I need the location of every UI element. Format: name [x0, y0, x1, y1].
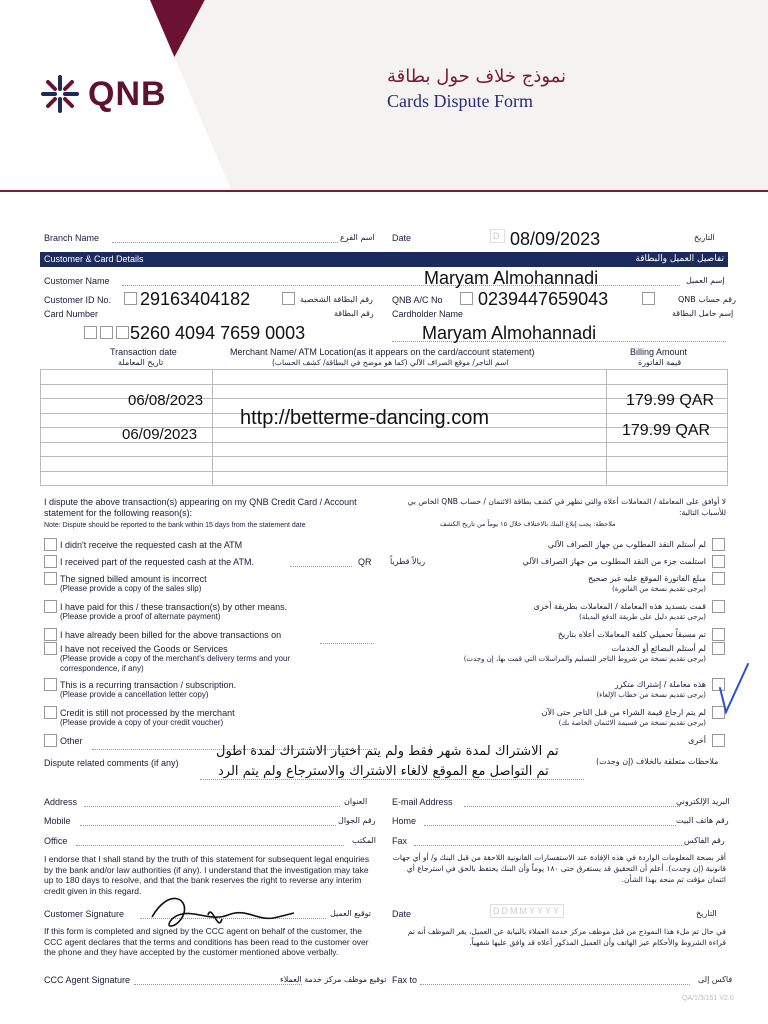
reason-label-ar: لم يتم ارجاع قيمة الشراء من قبل التاجر حتى الآن — [541, 708, 706, 717]
customer-name-value[interactable]: Maryam Almohannadi — [424, 268, 599, 288]
reason-hint-ar: (يرجى تقديم دليل على طريقة الدفع البديلة) — [579, 613, 706, 621]
customer-name-label-ar: إسم العميل — [686, 276, 725, 285]
reason-checkbox[interactable] — [44, 678, 57, 691]
reason-checkbox-ar[interactable] — [712, 642, 725, 655]
billing-amount[interactable]: 179.99 QAR — [626, 392, 715, 409]
reason-label: I have not received the Goods or Services — [60, 644, 228, 654]
customer-signature-label-ar: توقيع العميل — [330, 909, 372, 918]
comment-line-1[interactable]: تم الاشتراك لمدة شهر فقط ولم يتم اختيار الاشتراك لمدة اطول — [216, 744, 559, 759]
cardholder-value[interactable]: Maryam Almohannadi — [422, 323, 597, 343]
address-label-ar: العنوان — [344, 797, 368, 806]
reason-label-ar: لم أستلم البضائع أو الخدمات — [611, 644, 706, 653]
header-divider — [0, 190, 768, 192]
ccc-agent-signature-label: CCC Agent Signature — [44, 975, 131, 985]
reason-checkbox[interactable] — [44, 706, 57, 719]
home-field[interactable] — [424, 825, 676, 826]
address-label: Address — [44, 797, 78, 807]
reason-checkbox[interactable] — [44, 734, 57, 747]
ccc-agent-signature-label-ar: توقيع موظف مركز خدمة العملاء — [280, 975, 387, 984]
comments-label-ar: ملاحظات متعلقة بالخلاف (إن وجدت) — [596, 757, 719, 766]
declaration-text: I endorse that I shall stand by the truth of this statement for subsequent legal enquiries by the bank and/or law authorities (if any). I understand that the investigation may take up to 180 days to resolve, and that the bank reserves the right to reverse any interim credit given in this regard. — [44, 854, 370, 896]
card-number-value[interactable]: 5260 4094 7659 0003 — [130, 323, 306, 343]
card-number-label: Card Number — [44, 309, 99, 319]
home-label: Home — [392, 816, 417, 826]
email-label: E-mail Address — [392, 797, 453, 807]
mobile-field[interactable] — [80, 825, 336, 826]
qnb-logo-icon — [40, 74, 80, 114]
col-billing-amount-ar: قيمة الفاتورة — [638, 358, 682, 367]
billing-amount[interactable]: 179.99 QAR — [622, 422, 711, 439]
reason-hint: (Please provide a proof of alternate payment) — [60, 612, 221, 621]
reason-label-ar: لم أستلم النقد المطلوب من جهاز الصراف الآلي — [547, 540, 706, 549]
form-title-arabic: نموذج خلاف حول بطاقة — [387, 66, 567, 87]
reason-label: I didn't receive the requested cash at the ATM — [60, 540, 243, 550]
reason-label: I have already been billed for the above transactions on — [60, 630, 282, 640]
dispute-intro: I dispute the above transaction(s) appearing on my QNB Credit Card / Account statement for the following reason(s): — [44, 497, 357, 518]
signature-date-label-ar: التاريخ — [696, 909, 717, 918]
reason-label: This is a recurring transaction / subscription. — [60, 680, 237, 690]
reason-checkbox[interactable] — [44, 600, 57, 613]
ccc-declaration: If this form is completed and signed by the CCC agent on behalf of the customer, the CCC agent declares that the terms and conditions has been read to the customer over the phone and they have accepted by the customer mentioned above verbally. — [44, 926, 369, 957]
reason-checkbox-ar[interactable] — [712, 572, 725, 585]
reason-hint: (Please provide a copy of your credit voucher) — [60, 718, 224, 727]
customer-id-label-ar: رقم البطاقة الشخصية — [300, 295, 373, 304]
reason-checkbox-ar[interactable] — [712, 600, 725, 613]
card-number-label-ar: رقم البطاقة — [334, 309, 374, 318]
reason-checkbox[interactable] — [44, 642, 57, 655]
reason-label: Credit is still not processed by the merchant — [60, 708, 235, 718]
cardholder-label-ar: إسم حامل البطاقة — [672, 309, 734, 318]
signature-date-boxes[interactable]: DDMMYYYY — [490, 904, 564, 918]
section-bar-label-ar: تفاصيل العميل والبطاقة — [635, 254, 724, 264]
reason-label: Other — [60, 736, 83, 746]
qnb-ac-label: QNB A/C No — [392, 295, 443, 305]
date-label: Date — [392, 233, 412, 243]
reason-checkbox-ar[interactable] — [712, 628, 725, 641]
mobile-label: Mobile — [44, 816, 71, 826]
section-bar — [40, 252, 728, 267]
customer-id-label: Customer ID No. — [44, 295, 112, 305]
checkmark-icon — [716, 660, 752, 722]
reason-label-ar: مبلغ الفاتورة الموقع عليه غير صحيح — [587, 574, 706, 583]
reason-checkbox[interactable] — [44, 538, 57, 551]
reason-hint: (Please provide a cancellation letter copy) — [60, 690, 209, 699]
reason-label-ar: أخرى — [688, 736, 706, 745]
email-field[interactable] — [464, 806, 680, 807]
col-merchant: Merchant Name/ ATM Location(as it appears on the card/account statement) — [230, 347, 535, 357]
comments-label: Dispute related comments (if any) — [44, 758, 179, 768]
reason-checkbox[interactable] — [44, 628, 57, 641]
customer-name-label: Customer Name — [44, 276, 110, 286]
qnb-logo — [40, 74, 167, 114]
reason-hint-ar: (يرجى تقديم نسخة من خطاب الإلغاء) — [596, 691, 706, 699]
office-label-ar: المكتب — [352, 836, 376, 845]
reason-checkbox[interactable] — [44, 572, 57, 585]
qr-label: QR — [358, 557, 372, 567]
reason-label-ar: قمت بتسديد هذه المعاملة / المعاملات بطريقة أخرى — [533, 602, 706, 611]
customer-signature-label: Customer Signature — [44, 909, 125, 919]
dispute-note-ar: ملاحظة: يجب إبلاغ البنك بالاختلاف خلال ١٥ يوماً من تاريخ الكشف — [440, 520, 616, 528]
ccc-agent-signature-field[interactable] — [134, 984, 302, 985]
signature-date-label: Date — [392, 909, 412, 919]
qnb-ac-label-ar: رقم حساب QNB — [678, 295, 736, 304]
date-box-hint: D — [490, 229, 505, 243]
date-value[interactable]: 08/09/2023 — [510, 229, 601, 249]
branch-field[interactable] — [112, 242, 338, 243]
mobile-label-ar: رقم الجوال — [338, 816, 376, 825]
office-field[interactable] — [76, 845, 344, 846]
customer-id-value[interactable]: 29163404182 — [140, 289, 251, 309]
date-label-ar: التاريخ — [694, 233, 715, 242]
reason-label: I have paid for this / these transaction(s) by other means. — [60, 602, 288, 612]
fax-to-label: Fax to — [392, 975, 418, 985]
reason-label-ar: تم مسبقاً تحميلي كلفة المعاملات أعلاه بتاريخ — [557, 630, 706, 639]
dispute-intro-ar: لا أوافق على المعاملة / المعاملات أعلاه والتي تظهر في كشف بطاقة الائتمان / حساب QNB الخاص بي للأسباب التالية: — [407, 497, 726, 517]
col-billing-amount: Billing Amount — [630, 347, 688, 357]
reason-hint: (Please provide a copy of the merchant's delivery terms and your correspondence, if any) — [60, 654, 291, 673]
form-title: Cards Dispute Form — [387, 91, 533, 111]
col-transaction-date: Transaction date — [110, 347, 177, 357]
reason-checkbox[interactable] — [44, 555, 57, 568]
table-row[interactable]: 06/08/2023 — [128, 392, 204, 409]
reason-label: I received part of the requested cash at the ATM. — [60, 557, 254, 567]
fax-label-ar: رقم الفاكس — [684, 836, 725, 845]
table-row[interactable]: 06/09/2023 — [122, 426, 198, 443]
ccc-declaration-ar: في حال تم ملء هذا النموذج من قبل موظف مركز خدمة العملاء بالنيابة عن العميل، يقر الموظف أنه تم قراءة الشروط والأحكام عبر الهاتف وأن العميل المذكور أعلاه قد وافق عليها شفهياً. — [407, 927, 726, 947]
reason-label: The signed billed amount is incorrect — [60, 574, 207, 584]
reason-hint: (Please provide a copy of the sales slip) — [60, 584, 202, 593]
logo-text: QNB — [88, 74, 167, 113]
fax-to-label-ar: فاكس إلى — [698, 975, 733, 984]
reason-checkbox-ar[interactable] — [712, 734, 725, 747]
reason-label-ar: استلمت جزء من النقد المطلوب من جهاز الصراف الآلي — [522, 557, 706, 566]
office-label: Office — [44, 836, 68, 846]
reason-hint-ar: (يرجى تقديم نسخة من قسيمة الائتمان الخاصة بك) — [558, 719, 706, 727]
reason-label-ar: هذه معاملة / إشتراك متكرر — [614, 680, 706, 689]
home-label-ar: رقم هاتف البيت — [676, 816, 729, 825]
fax-to-field[interactable] — [420, 984, 690, 985]
form-version: QA/1/3/151 V2.0 — [682, 995, 734, 1002]
qnb-ac-value[interactable]: 0239447659043 — [478, 289, 609, 309]
section-bar-label: Customer & Card Details — [44, 254, 144, 264]
fax-field[interactable] — [414, 845, 684, 846]
fax-label: Fax — [392, 836, 408, 846]
branch-label-ar: اسم الفرع — [340, 233, 375, 242]
qr-label-ar: ريالاً قطرياً — [390, 557, 426, 566]
col-merchant-ar: اسم التاجر/ موقع الصراف الآلي (كما هو موضح في البطاقة/ كشف الحساب) — [272, 358, 509, 367]
cardholder-label: Cardholder Name — [392, 309, 464, 319]
branch-label: Branch Name — [44, 233, 100, 243]
declaration-text-ar: أقر بصحة المعلومات الواردة في هذه الإفادة عند الاستفسارات القانونية اللاحقة من قبل البنك و/ أو أي جهات قانونية (إن وجدت). أعلم أن التحقيق قد يستغرق حتى ١٨٠ يوماً وأن البنك يحتفظ بالحق في استرجاع أي ائتمان مؤقت تم منحه بهذا الشأن. — [392, 853, 726, 884]
comment-line-2[interactable]: تم التواصل مع الموقع لالغاء الاشتراك والاسترجاع ولم يتم الرد — [218, 764, 549, 779]
email-label-ar: البريد الإلكتروني — [676, 797, 730, 806]
merchant-value[interactable]: http://betterme-dancing.com — [240, 407, 490, 429]
reason-checkbox-ar[interactable] — [712, 538, 725, 551]
dispute-note: Note: Dispute should be reported to the bank within 15 days from the statement date — [44, 522, 306, 529]
address-field[interactable] — [84, 806, 340, 807]
col-transaction-date-ar: تاريخ المعاملة — [118, 358, 164, 367]
reason-hint-ar: (يرجى تقديم نسخة من شروط التاجر للتسليم والمراسلات التي قمت بها، إن وجدت) — [463, 655, 706, 663]
reason-hint-ar: (يرجى تقديم نسخة من الفاتورة) — [611, 585, 706, 593]
reason-checkbox-ar[interactable] — [712, 555, 725, 568]
